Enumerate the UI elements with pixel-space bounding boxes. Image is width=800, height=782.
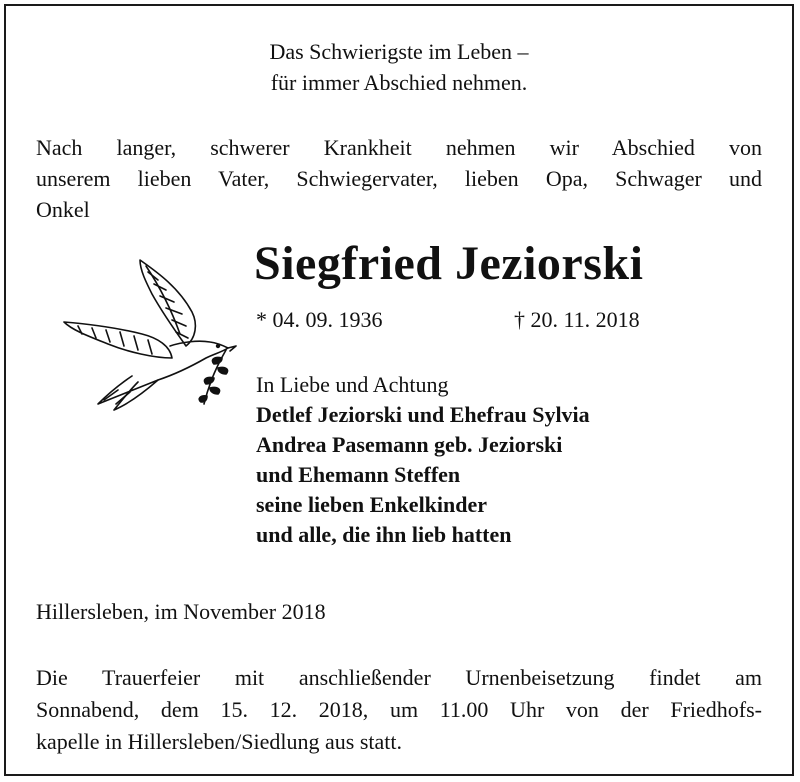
funeral-line: Die Trauerfeier mit anschließender Urnenbeisetzung findet am: [36, 665, 762, 690]
mourners-list: [256, 370, 590, 550]
intro-line: unserem lieben Vater, Schwiegervater, lieben Opa, Schwager und: [36, 166, 762, 191]
funeral-info: [36, 662, 762, 758]
mourner-line: seine lieben Enkelkinder: [256, 492, 488, 517]
motto-line: für immer Abschied nehmen.: [270, 70, 528, 95]
motto-line: Das Schwierigste im Leben –: [269, 39, 529, 64]
obituary-notice: [4, 4, 794, 776]
intro-text: [36, 132, 762, 225]
birth-date: * 04. 09. 1936: [256, 307, 383, 332]
dove-with-olive-branch-icon: [58, 254, 240, 412]
mourners-lead: In Liebe und Achtung: [256, 372, 449, 397]
mourner-line: und alle, die ihn lieb hatten: [256, 522, 512, 547]
mourner-line: Andrea Pasemann geb. Jeziorski: [256, 432, 563, 457]
intro-line: Nach langer, schwerer Krankheit nehmen wir Abschied von: [36, 135, 762, 160]
deceased-name: Siegfried Jeziorski: [254, 237, 644, 290]
funeral-line: Sonnabend, dem 15. 12. 2018, um 11.00 Uhr von der Friedhofs-: [36, 697, 762, 722]
mourner-line: Detlef Jeziorski und Ehefrau Sylvia: [256, 402, 590, 427]
place-and-date: Hillersleben, im November 2018: [36, 599, 326, 624]
funeral-line: kapelle in Hillersleben/Siedlung aus statt.: [36, 729, 402, 754]
death-date: † 20. 11. 2018: [514, 307, 640, 332]
life-dates: [256, 306, 640, 334]
motto: [6, 36, 792, 98]
intro-line: Onkel: [36, 197, 90, 222]
mourner-line: und Ehemann Steffen: [256, 462, 461, 487]
